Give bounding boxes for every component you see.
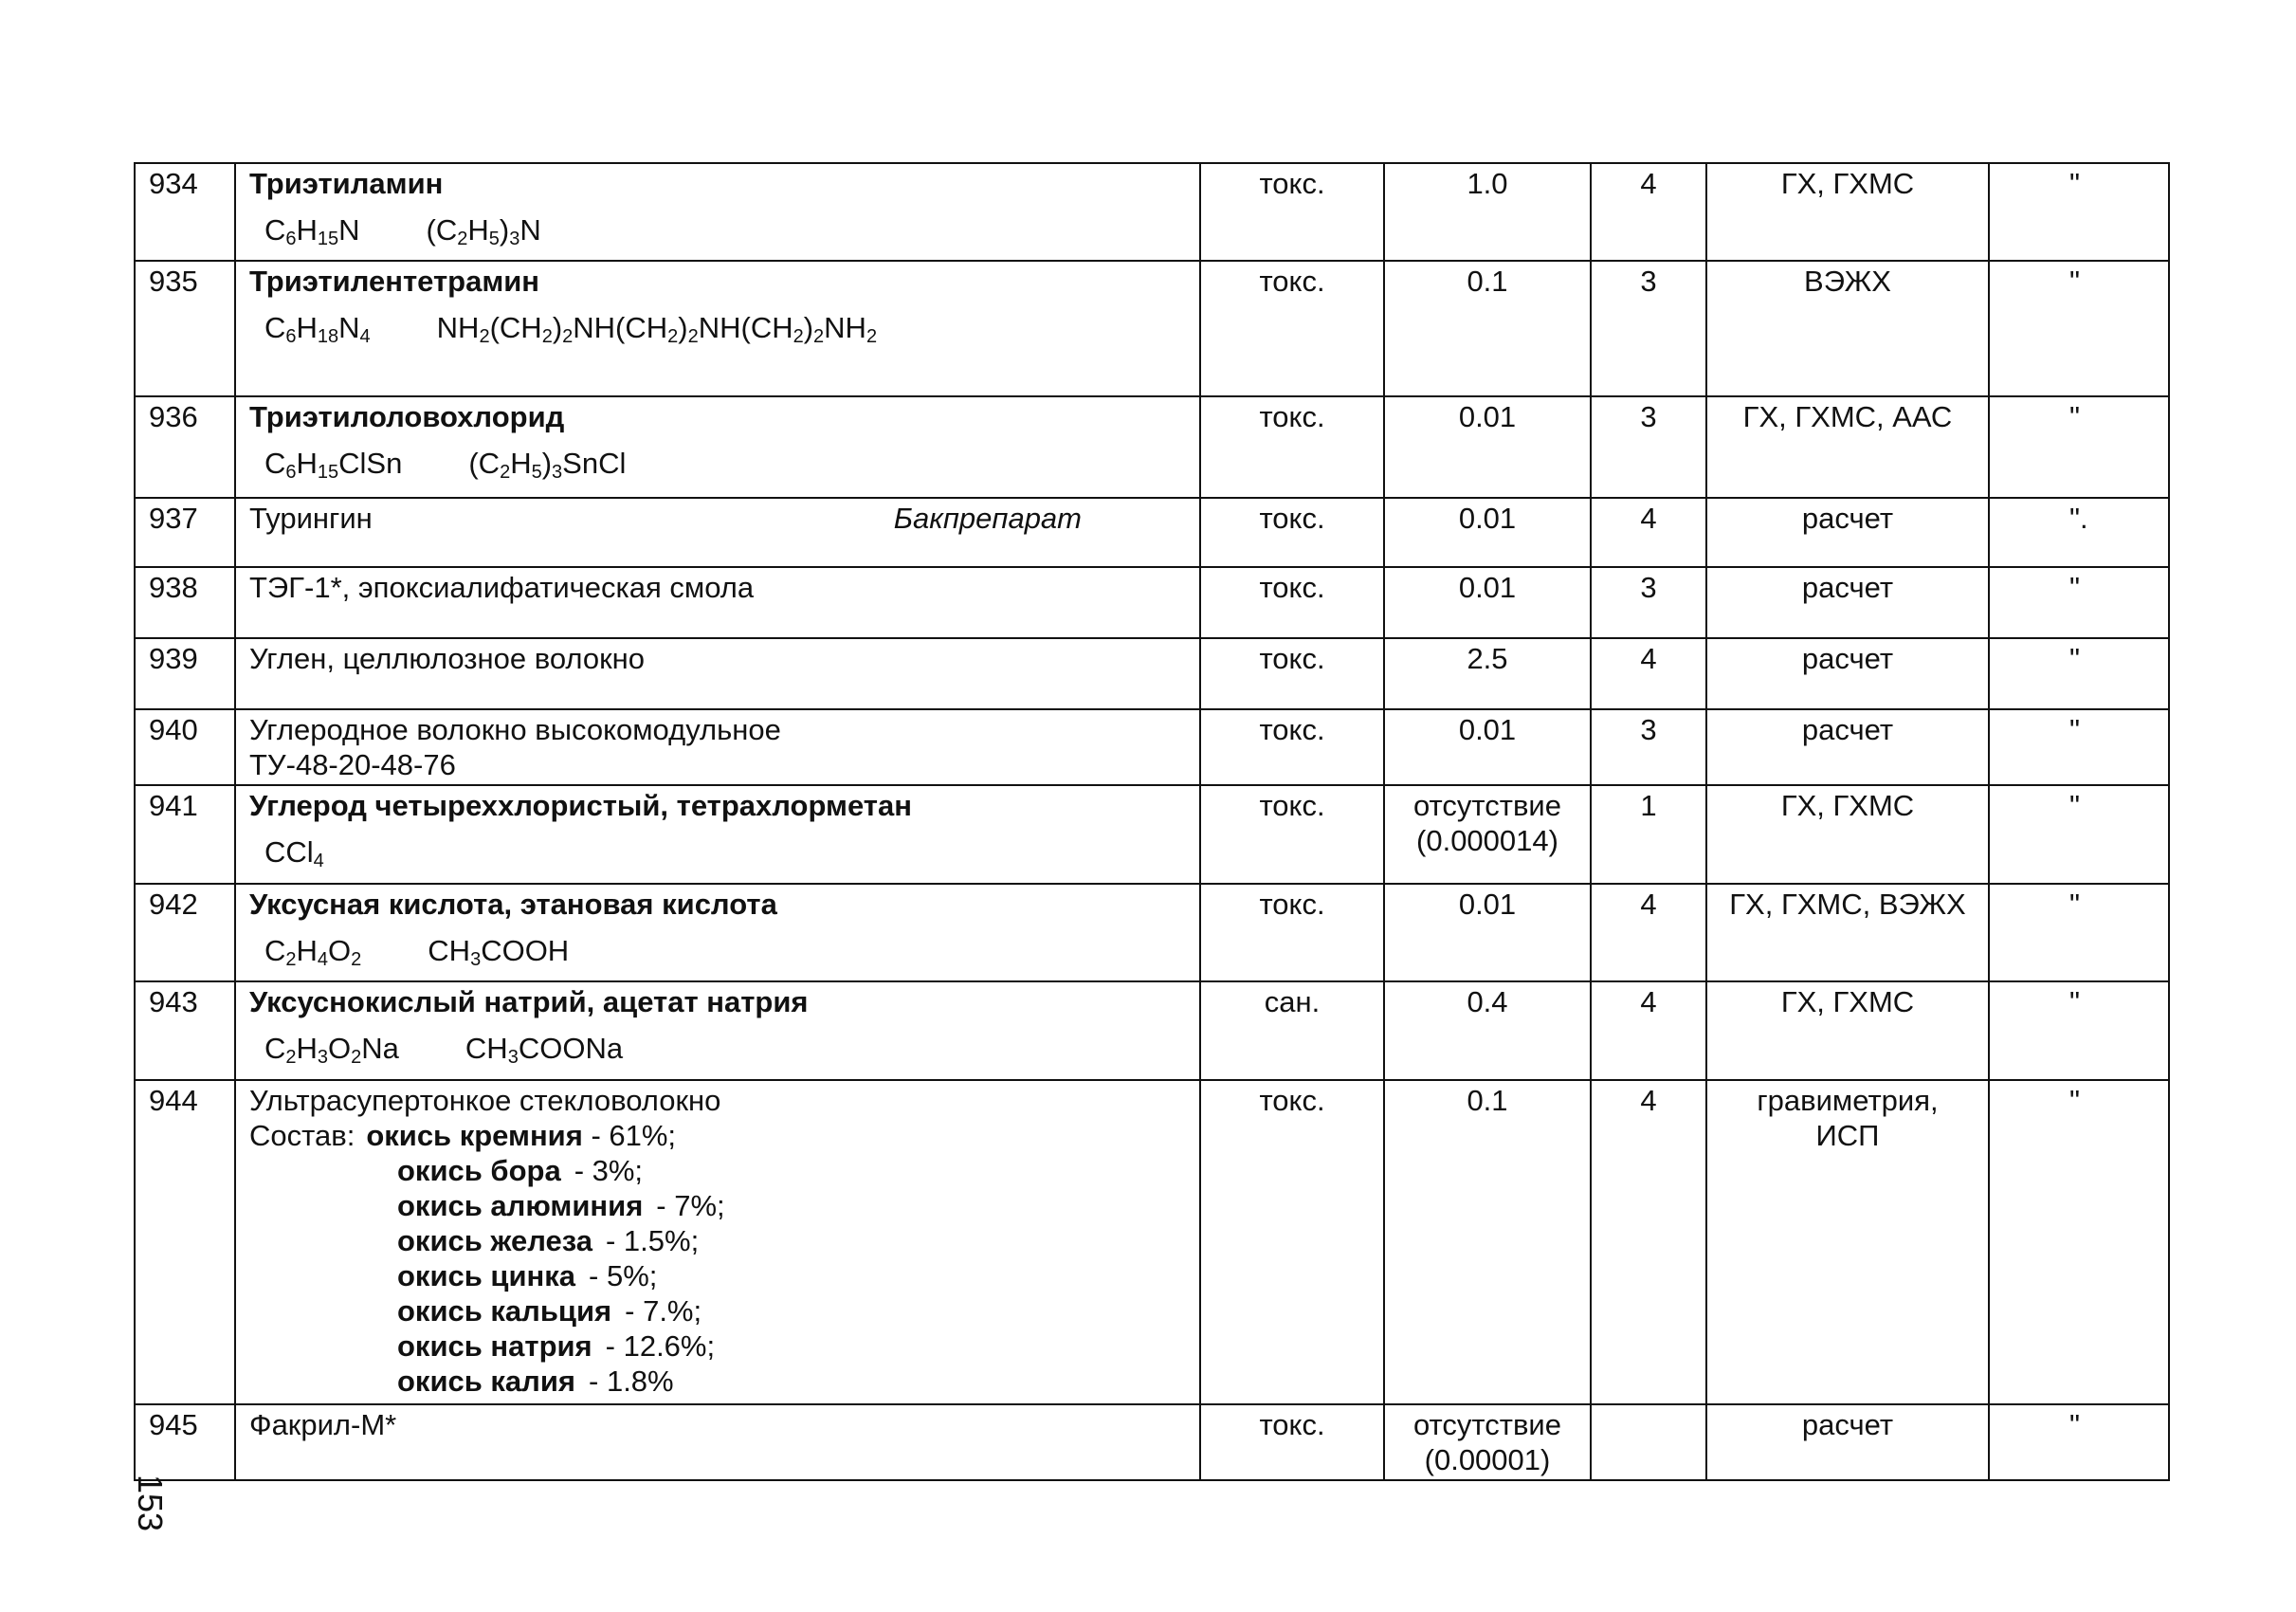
hazard-indicator: токс. — [1200, 498, 1384, 567]
chemical-formula — [244, 834, 1192, 870]
substance-name: ТЭГ-1*, эпоксиалифатическая смола — [249, 571, 755, 604]
method-cell — [1706, 785, 1989, 884]
formula-part: $C_6H_{15}ClSn$ — [264, 447, 403, 483]
substance-cell — [235, 498, 1200, 567]
limit-value-cell — [1384, 1080, 1591, 1404]
hazard-class — [1591, 1404, 1706, 1480]
limit-value: 2.5 — [1467, 642, 1508, 675]
analysis-method: расчет — [1801, 1408, 1894, 1441]
formula-part: $(C_2H_5)_3N$ — [426, 213, 541, 249]
limit-value-cell — [1384, 163, 1591, 261]
hazard-class: 4 — [1591, 498, 1706, 567]
component-name: окись алюминия — [397, 1189, 644, 1222]
hazard-indicator: токс. — [1200, 884, 1384, 981]
row-number: 938 — [135, 567, 235, 638]
row-number: 943 — [135, 981, 235, 1080]
row-number: 940 — [135, 709, 235, 785]
reference-mark: " — [1989, 163, 2169, 261]
row-number: 937 — [135, 498, 235, 567]
table-row — [135, 498, 2169, 567]
table-row — [135, 163, 2169, 261]
hazard-indicator: токс. — [1200, 567, 1384, 638]
method-cell — [1706, 981, 1989, 1080]
composition-item — [244, 1188, 1192, 1223]
table-row — [135, 1080, 2169, 1404]
composition-item — [244, 1328, 1192, 1364]
substance-name: Уксусная кислота, этановая кислота — [249, 888, 777, 921]
row-number: 945 — [135, 1404, 235, 1480]
row-number: 939 — [135, 638, 235, 709]
limit-value-cell — [1384, 884, 1591, 981]
method-cell — [1706, 884, 1989, 981]
table-row — [135, 396, 2169, 498]
reference-mark: " — [1989, 709, 2169, 785]
substance-cell — [235, 981, 1200, 1080]
chemical-formula — [244, 933, 1192, 968]
formula-part: $(C_2H_5)_3SnCl$ — [468, 447, 627, 483]
method-cell — [1706, 1404, 1989, 1480]
reference-mark: ". — [1989, 498, 2169, 567]
substance-name: Углерод четыреххлористый, тетрахлорметан — [249, 789, 912, 822]
limit-value-cell — [1384, 785, 1591, 884]
hazard-indicator: токс. — [1200, 785, 1384, 884]
hazard-indicator: токс. — [1200, 261, 1384, 396]
hazard-class: 4 — [1591, 1080, 1706, 1404]
limit-value-cell — [1384, 1404, 1591, 1480]
limit-value-cell — [1384, 261, 1591, 396]
limit-value-cell — [1384, 709, 1591, 785]
hazard-class: 4 — [1591, 638, 1706, 709]
component-name: окись бора — [397, 1154, 561, 1187]
component-percent: - 1.8% — [589, 1365, 674, 1398]
row-number: 942 — [135, 884, 235, 981]
composition-first — [244, 1118, 1192, 1153]
hazard-indicator: токс. — [1200, 638, 1384, 709]
formula-part: $C_2H_4O_2$ — [264, 934, 362, 970]
analysis-method: расчет — [1801, 642, 1894, 675]
component-percent: - 1.5%; — [606, 1224, 700, 1257]
substance-name: Уксуснокислый натрий, ацетат натрия — [249, 985, 809, 1018]
analysis-method: расчет — [1801, 502, 1894, 535]
reference-mark: " — [1989, 567, 2169, 638]
formula-part: $C_6H_{18}N_4$ — [264, 311, 371, 347]
substance-name: Триэтилентетрамин — [249, 265, 540, 298]
composition-item — [244, 1153, 1192, 1188]
row-number: 934 — [135, 163, 235, 261]
limit-value: 1.0 — [1467, 167, 1508, 200]
component-name: окись кремния — [366, 1119, 583, 1152]
formula-part: $CH_3COONa$ — [465, 1032, 624, 1068]
analysis-method: ГХ, ГХМС — [1780, 985, 1915, 1018]
substance-name: Углеродное волокно высокомодульное — [249, 713, 781, 746]
method-cell — [1706, 498, 1989, 567]
limit-value: 0.1 — [1467, 1084, 1508, 1117]
hazard-class: 4 — [1591, 981, 1706, 1080]
limit-value: 0.01 — [1458, 713, 1517, 746]
method-cell — [1706, 261, 1989, 396]
formula-part: $CH_3COOH$ — [428, 934, 570, 970]
component-percent: - 5%; — [589, 1259, 658, 1292]
composition-item — [244, 1293, 1192, 1328]
substance-cell — [235, 1404, 1200, 1480]
limit-value: 0.01 — [1458, 571, 1517, 604]
method-cell — [1706, 638, 1989, 709]
table-row — [135, 785, 2169, 884]
hazard-class: 3 — [1591, 567, 1706, 638]
row-number: 941 — [135, 785, 235, 884]
analysis-method: ГХ, ГХМС, ААС — [1742, 400, 1953, 433]
reference-mark: " — [1989, 1404, 2169, 1480]
reference-mark: " — [1989, 396, 2169, 498]
hazard-class: 3 — [1591, 261, 1706, 396]
substance-table — [134, 162, 2170, 1481]
table-row — [135, 261, 2169, 396]
substance-cell — [235, 567, 1200, 638]
component-name: окись калия — [397, 1365, 576, 1398]
substance-cell — [235, 785, 1200, 884]
component-percent: - 12.6%; — [605, 1329, 716, 1363]
analysis-method-2: ИСП — [1815, 1119, 1880, 1152]
substance-tag: Бакпрепарат — [893, 502, 1082, 535]
composition-item — [244, 1364, 1192, 1399]
substance-cell — [235, 884, 1200, 981]
limit-value-cell — [1384, 498, 1591, 567]
analysis-method: ГХ, ГХМС, ВЭЖХ — [1729, 888, 1966, 921]
limit-value: 0.01 — [1458, 888, 1517, 921]
component-percent: - 7.%; — [625, 1294, 702, 1328]
hazard-indicator: токс. — [1200, 396, 1384, 498]
reference-mark: " — [1989, 981, 2169, 1080]
limit-value: отсутствие — [1413, 1408, 1561, 1441]
method-cell — [1706, 396, 1989, 498]
limit-value-cell — [1384, 567, 1591, 638]
substance-cell — [235, 163, 1200, 261]
chemical-formula — [244, 310, 1192, 345]
hazard-indicator: сан. — [1200, 981, 1384, 1080]
hazard-class: 3 — [1591, 709, 1706, 785]
limit-value-note: (0.00001) — [1424, 1443, 1551, 1476]
analysis-method: ГХ, ГХМС — [1780, 167, 1915, 200]
reference-mark: " — [1989, 261, 2169, 396]
analysis-method: расчет — [1801, 571, 1894, 604]
substance-name: Углен, целлюлозное волокно — [249, 642, 646, 675]
reference-mark: " — [1989, 1080, 2169, 1404]
substance-cell — [235, 396, 1200, 498]
component-percent: - 3%; — [574, 1154, 644, 1187]
chemical-formula — [244, 1031, 1192, 1066]
hazard-indicator: токс. — [1200, 1080, 1384, 1404]
table-row — [135, 1404, 2169, 1480]
hazard-indicator: токс. — [1200, 709, 1384, 785]
row-number: 936 — [135, 396, 235, 498]
limit-value-cell — [1384, 396, 1591, 498]
substance-name: Факрил-М* — [249, 1408, 397, 1441]
chemical-formula — [244, 212, 1192, 247]
limit-value: 0.01 — [1458, 400, 1517, 433]
table-row — [135, 567, 2169, 638]
analysis-method: ВЭЖХ — [1804, 265, 1891, 298]
formula-part: $C_6H_{15}N$ — [264, 213, 360, 249]
component-name: окись железа — [397, 1224, 592, 1257]
row-number: 935 — [135, 261, 235, 396]
table-row — [135, 638, 2169, 709]
hazard-class: 1 — [1591, 785, 1706, 884]
table-row — [135, 981, 2169, 1080]
component-percent: - 7%; — [656, 1189, 725, 1222]
limit-value: 0.01 — [1458, 502, 1517, 535]
limit-value: 0.1 — [1467, 265, 1508, 298]
analysis-method: ГХ, ГХМС — [1780, 789, 1915, 822]
component-percent: - 61%; — [591, 1119, 677, 1152]
page-number: 153 — [131, 1475, 170, 1532]
reference-mark: " — [1989, 884, 2169, 981]
substance-name: Ультрасупертонкое стекловолокно — [249, 1084, 721, 1117]
analysis-method: расчет — [1801, 713, 1894, 746]
component-name: окись кальция — [397, 1294, 612, 1328]
table-row — [135, 884, 2169, 981]
reference-mark: " — [1989, 638, 2169, 709]
formula-part: $C_2H_3O_2Na$ — [264, 1032, 399, 1068]
substance-name: Триэтилоловохлорид — [249, 400, 565, 433]
substance-spec: ТУ-48-20-48-76 — [249, 748, 456, 781]
composition-item — [244, 1223, 1192, 1258]
analysis-method: гравиметрия, — [1757, 1084, 1939, 1117]
method-cell — [1706, 163, 1989, 261]
hazard-class: 4 — [1591, 884, 1706, 981]
substance-name: Триэтиламин — [249, 167, 444, 200]
component-name: окись цинка — [397, 1259, 576, 1292]
table-row — [135, 709, 2169, 785]
method-cell — [1706, 567, 1989, 638]
substance-cell — [235, 1080, 1200, 1404]
method-cell — [1706, 1080, 1989, 1404]
formula-part: CCl$_4$ — [264, 835, 324, 871]
component-name: окись натрия — [397, 1329, 592, 1363]
row-number: 944 — [135, 1080, 235, 1404]
chemical-formula — [244, 446, 1192, 481]
limit-value: отсутствие — [1413, 789, 1561, 822]
method-cell — [1706, 709, 1989, 785]
substance-cell — [235, 261, 1200, 396]
hazard-indicator: токс. — [1200, 1404, 1384, 1480]
hazard-class: 4 — [1591, 163, 1706, 261]
reference-mark: " — [1989, 785, 2169, 884]
limit-value-cell — [1384, 981, 1591, 1080]
substance-cell — [235, 709, 1200, 785]
composition-label: Состав: — [249, 1119, 355, 1152]
composition-item — [244, 1258, 1192, 1293]
substance-cell — [235, 638, 1200, 709]
substance-name: Турингин — [249, 502, 373, 535]
formula-part: $NH_2(CH_2)_2NH(CH_2)_2NH(CH_2)_2NH_2$ — [436, 311, 878, 347]
limit-value-note: (0.000014) — [1416, 824, 1558, 857]
limit-value-cell — [1384, 638, 1591, 709]
limit-value: 0.4 — [1467, 985, 1508, 1018]
hazard-class: 3 — [1591, 396, 1706, 498]
hazard-indicator: токс. — [1200, 163, 1384, 261]
